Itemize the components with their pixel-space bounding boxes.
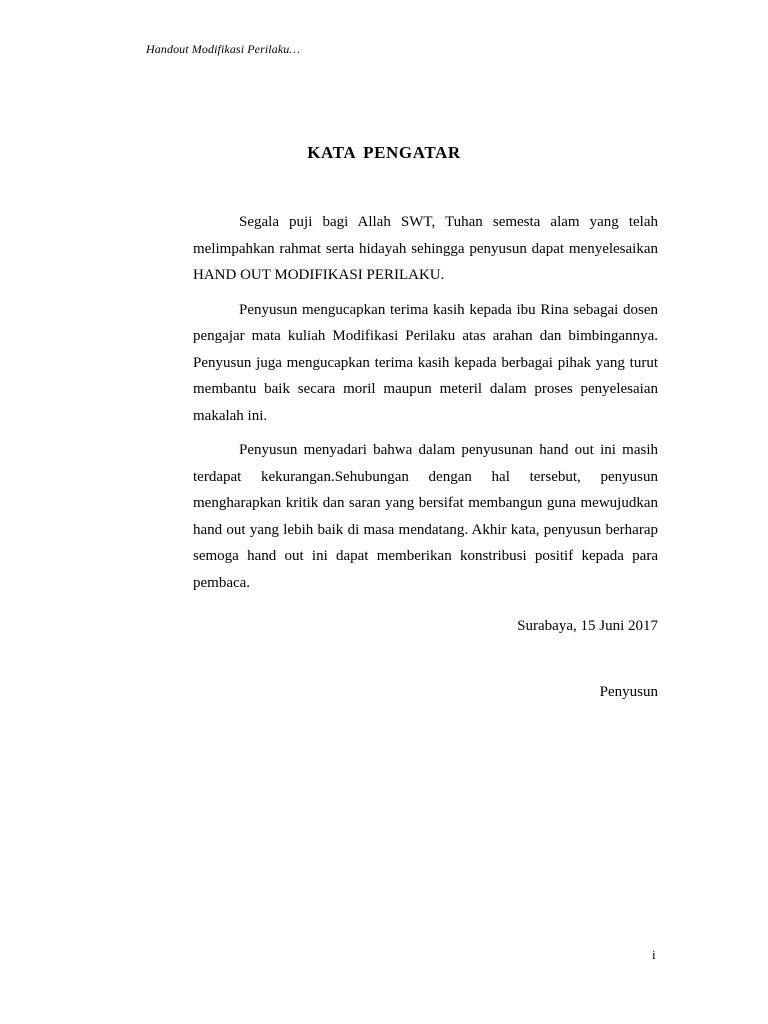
body-text	[193, 209, 658, 604]
paragraph-3: Penyusun menyadari bahwa dalam penyusunan hand out ini masih terdapat kekurangan.Sehubungan dengan hal tersebut, penyusun mengharapkan kritik dan saran yang bersifat membangun guna mewujudkan hand out yang lebih baik di masa mendatang. Akhir kata, penyusun berharap semoga hand out ini dapat memberikan konstribusi positif kepada para pembaca.	[193, 442, 658, 591]
paragraph-1: Segala puji bagi Allah SWT, Tuhan semesta alam yang telah melimpahkan rahmat serta hidayah sehingga penyusun dapat menyelesaikan HAND OUT MODIFIKASI PERILAKU.	[193, 214, 658, 283]
running-header: Handout Modifikasi Perilaku…	[146, 42, 301, 56]
paragraph-2: Penyusun mengucapkan terima kasih kepada ibu Rina sebagai dosen pengajar mata kuliah Modifikasi Perilaku atas arahan dan bimbingannya. Penyusun juga mengucapkan terima kasih kepada berbagai pihak yang turut membantu baik secara moril maupun meteril dalam proses penyelesaian makalah ini.	[193, 301, 658, 424]
page-number: i	[652, 947, 656, 962]
signature-label: Penyusun	[599, 684, 658, 700]
place-date: Surabaya, 15 Juni 2017	[517, 618, 658, 634]
page-title: KATA PENGATAR	[307, 143, 461, 162]
